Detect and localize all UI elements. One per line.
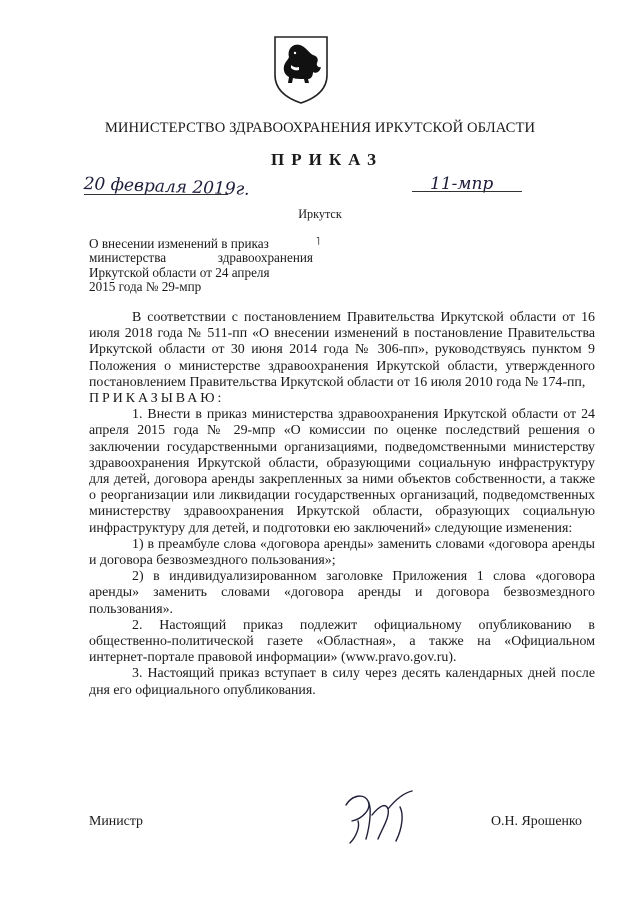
- order-body: [89, 310, 595, 699]
- subject-corner-mark: ˥: [316, 237, 320, 248]
- signatory-position: Министр: [89, 814, 144, 829]
- signatory-name: О.Н. Ярошенко: [491, 814, 582, 829]
- item-1-subitem-1: 1) в преамбуле слова «договора аренды» заменить словами «договора аренды и договора безвозмездного пользования»;: [89, 536, 595, 569]
- date-underline: [84, 194, 228, 195]
- subject-line: министерства здравоохранения: [89, 250, 313, 266]
- handwritten-order-number: 11-мпр: [430, 174, 494, 194]
- subject-line: Иркутской области от 24 апреля: [89, 264, 270, 280]
- command-word: ПРИКАЗЫВАЮ:: [89, 391, 225, 407]
- order-subject: [89, 237, 313, 295]
- ministry-name: МИНИСТЕРСТВО ЗДРАВООХРАНЕНИЯ ИРКУТСКОЙ ОБЛАСТИ: [104, 120, 536, 136]
- item-3-paragraph: 3. Настоящий приказ вступает в силу через десять календарных дней после дня его официального опубликования.: [89, 666, 595, 698]
- order-title: ПРИКАЗ: [271, 150, 383, 169]
- item-1-paragraph: 1. Внести в приказ министерства здравоохранения Иркутской области от 24 апреля 2015 года № 29-мпр «О комиссии по оценке последствий решения о заключении государственными организациями, подведомственными министерству здравоохранения Иркутской области, образующими социальную инфраструктуру для детей, договора аренды закрепленных за ними объектов собственности, а также о реорганизации или ликвидации государственных организаций, подведомственных министерству здравоохранения Иркутской области, образующих социальную инфраструктуру для детей, и подготовки ею заключений» следующие изменения:: [89, 407, 595, 536]
- number-underline: [412, 191, 522, 192]
- city-name: Иркутск: [298, 207, 342, 221]
- item-2-paragraph: 2. Настоящий приказ подлежит официальному опубликованию в общественно-политической газете «Областная», а также на «Официальном интернет-портале правовой информации» (www.pravo.gov.ru).: [89, 617, 595, 666]
- item-1-subitem-2: 2) в индивидуализированном заголовке Приложения 1 слова «договора аренды» заменить словами «договора аренды и договора безвозмездного пользования».: [89, 569, 595, 617]
- handwritten-signature: [338, 785, 424, 847]
- preamble-paragraph: В соответствии с постановлением Правительства Иркутской области от 16 июля 2018 года № 511-пп «О внесении изменений в постановление Правительства Иркутской области от 30 июня 2014 года № 306-пп», руководствуясь пунктом 9 Положения о министерстве здравоохранения Иркутской области, утвержденного постановлением Правительства Иркутской области от 16 июля 2010 года № 174-пп,: [89, 310, 595, 390]
- subject-line: 2015 года № 29-мпр: [89, 279, 202, 295]
- coat-of-arms-emblem: [273, 35, 329, 105]
- subject-line: О внесении изменений в приказ: [89, 236, 269, 251]
- handwritten-date: 20 февраля 2019г.: [83, 174, 250, 200]
